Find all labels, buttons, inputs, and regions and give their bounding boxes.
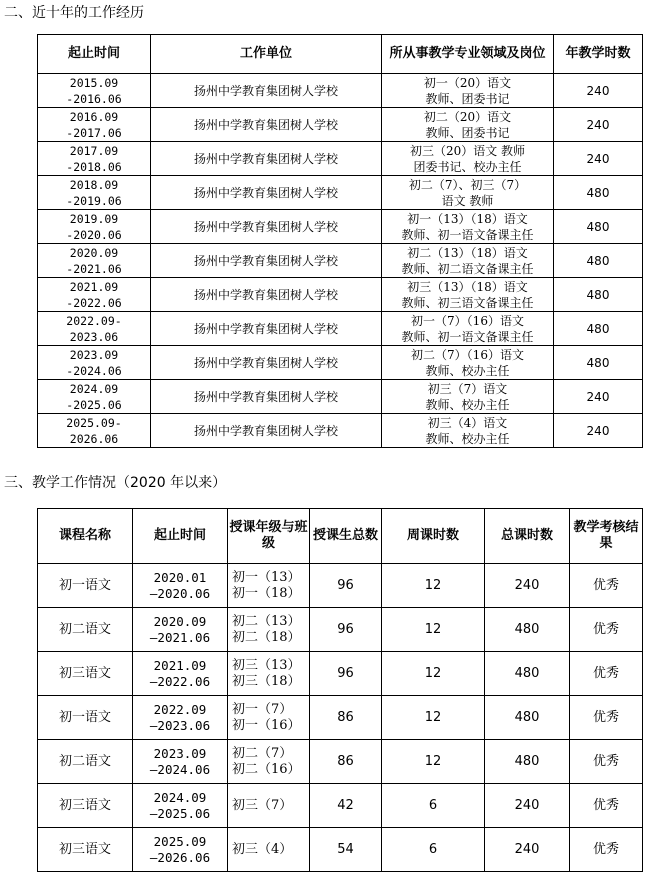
hours-cell: 240 (554, 414, 643, 448)
unit-cell: 扬州中学教育集团树人学校 (151, 380, 382, 414)
period-cell: 2020.09 —2021.06 (133, 608, 228, 652)
hours-cell: 240 (554, 74, 643, 108)
hours-cell: 240 (554, 108, 643, 142)
students-cell: 96 (310, 652, 382, 696)
course-cell: 初二语文 (38, 608, 133, 652)
unit-cell: 扬州中学教育集团树人学校 (151, 414, 382, 448)
table-row (38, 210, 643, 244)
table-row (38, 828, 643, 872)
classes-cell: 初一（13） 初一（18） (228, 564, 310, 608)
total-cell: 480 (485, 696, 570, 740)
weekly-cell: 12 (382, 608, 485, 652)
weekly-cell: 12 (382, 652, 485, 696)
period-cell: 2021.09 —2022.06 (133, 652, 228, 696)
header-role: 所从事教学专业领域及岗位 (382, 35, 554, 74)
total-cell: 480 (485, 740, 570, 784)
period-cell: 2021.09 -2022.06 (38, 278, 151, 312)
hours-cell: 480 (554, 278, 643, 312)
period-cell: 2015.09 -2016.06 (38, 74, 151, 108)
table-row (38, 414, 643, 448)
header-classes: 授课年级与班级 (228, 509, 310, 564)
teaching-table (37, 508, 643, 872)
role-cell: 初三（4）语文 教师、校办主任 (382, 414, 554, 448)
total-cell: 240 (485, 784, 570, 828)
weekly-cell: 12 (382, 740, 485, 784)
role-cell: 初三（13）（18）语文 教师、初三语文备课主任 (382, 278, 554, 312)
table-row (38, 696, 643, 740)
header-period: 起止时间 (133, 509, 228, 564)
period-cell: 2020.01 —2020.06 (133, 564, 228, 608)
students-cell: 96 (310, 608, 382, 652)
table-row (38, 108, 643, 142)
table-row (38, 652, 643, 696)
header-period: 起止时间 (38, 35, 151, 74)
role-cell: 初二（7）（16）语文 教师、校办主任 (382, 346, 554, 380)
students-cell: 86 (310, 740, 382, 784)
classes-cell: 初一（7） 初一（16） (228, 696, 310, 740)
period-cell: 2022.09 —2023.06 (133, 696, 228, 740)
table-row (38, 564, 643, 608)
hours-cell: 480 (554, 176, 643, 210)
period-cell: 2023.09 -2024.06 (38, 346, 151, 380)
classes-cell: 初二（13） 初二（18） (228, 608, 310, 652)
students-cell: 96 (310, 564, 382, 608)
course-cell: 初一语文 (38, 564, 133, 608)
table-row (38, 74, 643, 108)
unit-cell: 扬州中学教育集团树人学校 (151, 210, 382, 244)
role-cell: 初二（13）（18）语文 教师、初二语文备课主任 (382, 244, 554, 278)
header-weekly: 周课时数 (382, 509, 485, 564)
role-cell: 初一（20）语文 教师、团委书记 (382, 74, 554, 108)
period-cell: 2022.09- 2023.06 (38, 312, 151, 346)
hours-cell: 240 (554, 380, 643, 414)
total-cell: 240 (485, 828, 570, 872)
course-cell: 初三语文 (38, 784, 133, 828)
period-cell: 2025.09 —2026.06 (133, 828, 228, 872)
header-total: 总课时数 (485, 509, 570, 564)
table-row (38, 380, 643, 414)
course-cell: 初一语文 (38, 696, 133, 740)
table-row (38, 176, 643, 210)
teaching-header-row (38, 509, 643, 564)
table-row (38, 278, 643, 312)
classes-cell: 初三（13） 初三（18） (228, 652, 310, 696)
period-cell: 2025.09- 2026.06 (38, 414, 151, 448)
course-cell: 初二语文 (38, 740, 133, 784)
table-row (38, 784, 643, 828)
result-cell: 优秀 (570, 564, 643, 608)
work-history-header-row (38, 35, 643, 74)
table-row (38, 608, 643, 652)
unit-cell: 扬州中学教育集团树人学校 (151, 346, 382, 380)
role-cell: 初二（7）、初三（7） 语文 教师 (382, 176, 554, 210)
role-cell: 初一（13）（18）语文 教师、初一语文备课主任 (382, 210, 554, 244)
hours-cell: 480 (554, 346, 643, 380)
weekly-cell: 6 (382, 784, 485, 828)
course-cell: 初三语文 (38, 652, 133, 696)
table-row (38, 346, 643, 380)
hours-cell: 240 (554, 142, 643, 176)
students-cell: 54 (310, 828, 382, 872)
unit-cell: 扬州中学教育集团树人学校 (151, 142, 382, 176)
table-row (38, 142, 643, 176)
result-cell: 优秀 (570, 696, 643, 740)
unit-cell: 扬州中学教育集团树人学校 (151, 176, 382, 210)
hours-cell: 480 (554, 244, 643, 278)
weekly-cell: 6 (382, 828, 485, 872)
result-cell: 优秀 (570, 652, 643, 696)
unit-cell: 扬州中学教育集团树人学校 (151, 312, 382, 346)
table-row (38, 244, 643, 278)
classes-cell: 初三（7） (228, 784, 310, 828)
table-row (38, 312, 643, 346)
unit-cell: 扬州中学教育集团树人学校 (151, 244, 382, 278)
role-cell: 初三（20）语文 教师 团委书记、校办主任 (382, 142, 554, 176)
role-cell: 初二（20）语文 教师、团委书记 (382, 108, 554, 142)
table-row (38, 740, 643, 784)
period-cell: 2018.09 -2019.06 (38, 176, 151, 210)
total-cell: 480 (485, 608, 570, 652)
result-cell: 优秀 (570, 608, 643, 652)
result-cell: 优秀 (570, 784, 643, 828)
period-cell: 2016.09 -2017.06 (38, 108, 151, 142)
header-result: 教学考核结果 (570, 509, 643, 564)
unit-cell: 扬州中学教育集团树人学校 (151, 108, 382, 142)
period-cell: 2017.09 -2018.06 (38, 142, 151, 176)
header-hours: 年教学时数 (554, 35, 643, 74)
total-cell: 480 (485, 652, 570, 696)
period-cell: 2024.09 —2025.06 (133, 784, 228, 828)
unit-cell: 扬州中学教育集团树人学校 (151, 278, 382, 312)
period-cell: 2023.09 —2024.06 (133, 740, 228, 784)
hours-cell: 480 (554, 210, 643, 244)
course-cell: 初三语文 (38, 828, 133, 872)
result-cell: 优秀 (570, 740, 643, 784)
period-cell: 2019.09 -2020.06 (38, 210, 151, 244)
students-cell: 42 (310, 784, 382, 828)
classes-cell: 初二（7） 初二（16） (228, 740, 310, 784)
students-cell: 86 (310, 696, 382, 740)
period-cell: 2020.09 -2021.06 (38, 244, 151, 278)
section-3-heading: 三、教学工作情况（2020 年以来） (4, 475, 227, 491)
header-course: 课程名称 (38, 509, 133, 564)
unit-cell: 扬州中学教育集团树人学校 (151, 74, 382, 108)
classes-cell: 初三（4） (228, 828, 310, 872)
section-2-heading: 二、近十年的工作经历 (4, 5, 144, 21)
result-cell: 优秀 (570, 828, 643, 872)
total-cell: 240 (485, 564, 570, 608)
role-cell: 初三（7）语文 教师、校办主任 (382, 380, 554, 414)
header-students: 授课生总数 (310, 509, 382, 564)
hours-cell: 480 (554, 312, 643, 346)
weekly-cell: 12 (382, 696, 485, 740)
work-history-table (37, 34, 643, 448)
period-cell: 2024.09 -2025.06 (38, 380, 151, 414)
weekly-cell: 12 (382, 564, 485, 608)
header-unit: 工作单位 (151, 35, 382, 74)
role-cell: 初一（7）（16）语文 教师、初一语文备课主任 (382, 312, 554, 346)
